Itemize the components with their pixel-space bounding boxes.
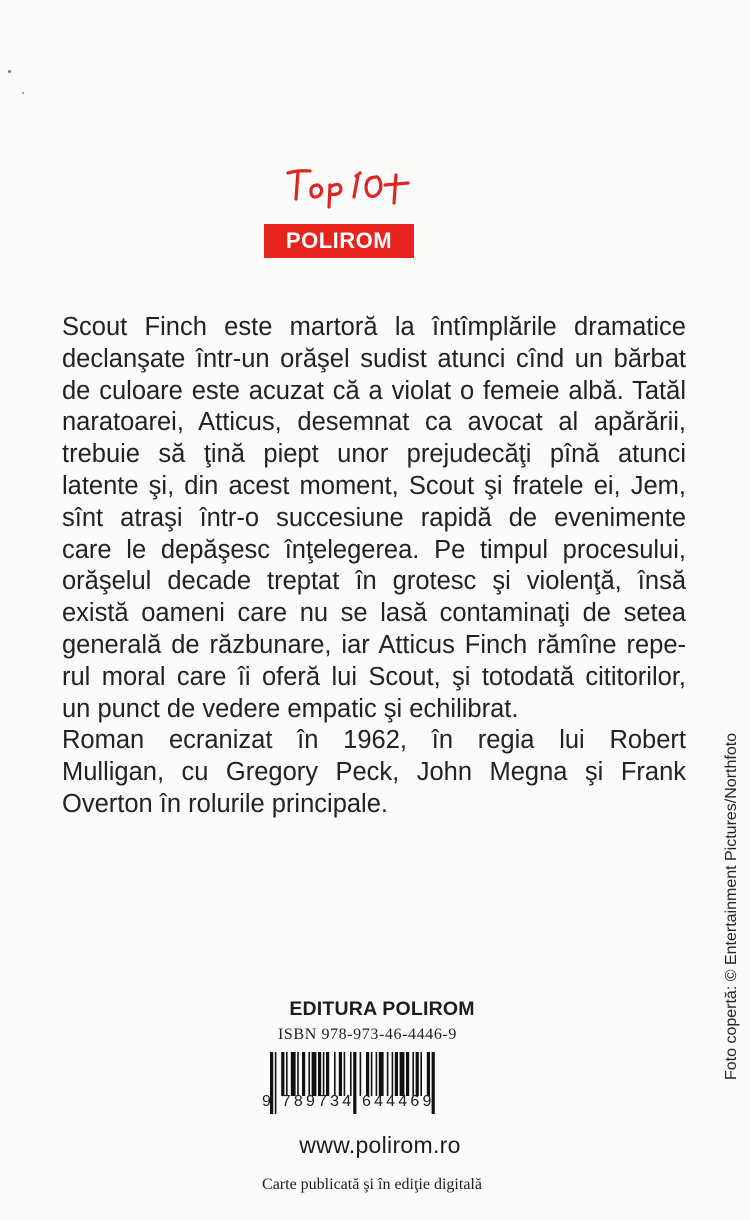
digital-edition-note: Carte publicată şi în ediţie digitală: [262, 1176, 482, 1193]
film-note-line: Roman ecranizat în 1962, în regia lui Robert: [62, 726, 686, 754]
barcode-bar: [323, 1052, 325, 1096]
blurb-line: trebuie să ţină piept unor prejudecăţi pînă atunci: [62, 440, 686, 469]
dust-speck: [22, 92, 24, 94]
website-url: www.polirom.ro: [299, 1132, 461, 1158]
barcode-bar: [318, 1052, 321, 1096]
barcode-bar: [400, 1052, 405, 1096]
series-logo-handwriting: [284, 163, 464, 213]
barcode-bar: [376, 1052, 378, 1096]
barcode-bar: [286, 1052, 288, 1096]
blurb-line: orăşelul decade treptat în grotesc şi violenţă, însă: [62, 567, 686, 596]
barcode-bar: [291, 1052, 296, 1096]
publisher-logo-text: POLIROM: [285, 228, 393, 253]
barcode-bar: [360, 1052, 362, 1096]
photo-credit: Foto copertă: © Entertainment Pictures/Northfoto: [723, 732, 740, 1080]
film-note-line: Mulligan, cu Gregory Peck, John Megna şi Frank: [62, 757, 686, 786]
barcode-bar: [406, 1052, 409, 1096]
blurb-paragraph: [62, 312, 686, 725]
blurb-line: Scout Finch este martoră la întîmplările dramatice: [62, 313, 686, 341]
barcode-bar: [344, 1052, 346, 1096]
series-logo: [284, 163, 464, 213]
barcode-bar: [334, 1052, 336, 1096]
blurb-line: generală de răzbunare, iar Atticus Finch rămîne repe-: [62, 630, 686, 659]
barcode-bar: [412, 1052, 414, 1096]
barcode-bar: [416, 1052, 419, 1096]
barcode-bar: [427, 1052, 430, 1096]
barcode-bar: [326, 1052, 329, 1096]
barcode-bar: [312, 1052, 317, 1096]
barcode-bar: [302, 1052, 305, 1096]
barcode-bar: [350, 1052, 352, 1096]
barcode-bar: [339, 1052, 342, 1096]
publisher-logo-box: [264, 224, 414, 258]
barcode-bar: [371, 1052, 373, 1096]
barcode-bar: [395, 1052, 398, 1096]
blurb-line: latente şi, din acest moment, Scout şi fratele ei, Jem,: [62, 471, 686, 500]
blurb-line: rul moral care îi oferă lui Scout, şi totodată cititorilor,: [62, 662, 686, 691]
barcode-bar: [308, 1052, 310, 1096]
blurb-line: care le depăşesc înţelegerea. Pe timpul procesului,: [62, 535, 686, 564]
blurb-line: un punct de vedere empatic şi echilibrat.: [62, 694, 519, 723]
barcode-digits: 9 789734 644469: [262, 1093, 435, 1110]
barcode-bar: [297, 1052, 299, 1096]
barcode-bar: [420, 1052, 422, 1096]
barcode-bar: [379, 1052, 384, 1096]
blurb-line: sînt atraşi într-o succesiune rapidă de evenimente: [62, 503, 686, 532]
blurb-line: naratoarei, Atticus, desemnat ca avocat al apărării,: [62, 408, 686, 437]
barcode-bar: [387, 1052, 389, 1096]
barcode-bar: [392, 1052, 394, 1096]
barcode-bar: [366, 1052, 369, 1096]
film-note-line: Overton în rolurile principale.: [62, 789, 388, 818]
publisher-name: EDITURA POLIROM: [289, 998, 475, 1020]
blurb-line: de culoare este acuzat că a violat o femeie albă. Tatăl: [62, 376, 686, 405]
barcode-bar: [281, 1052, 284, 1096]
isbn-label: ISBN 978-973-46-4446-9: [278, 1026, 457, 1043]
dust-speck: [8, 70, 11, 73]
blurb-line: există oameni care nu se lasă contaminaţi de setea: [62, 599, 686, 628]
blurb-line: declanşate într-un orăşel sudist atunci cînd un bărbat: [62, 344, 686, 373]
film-adaptation-note: [62, 725, 686, 820]
